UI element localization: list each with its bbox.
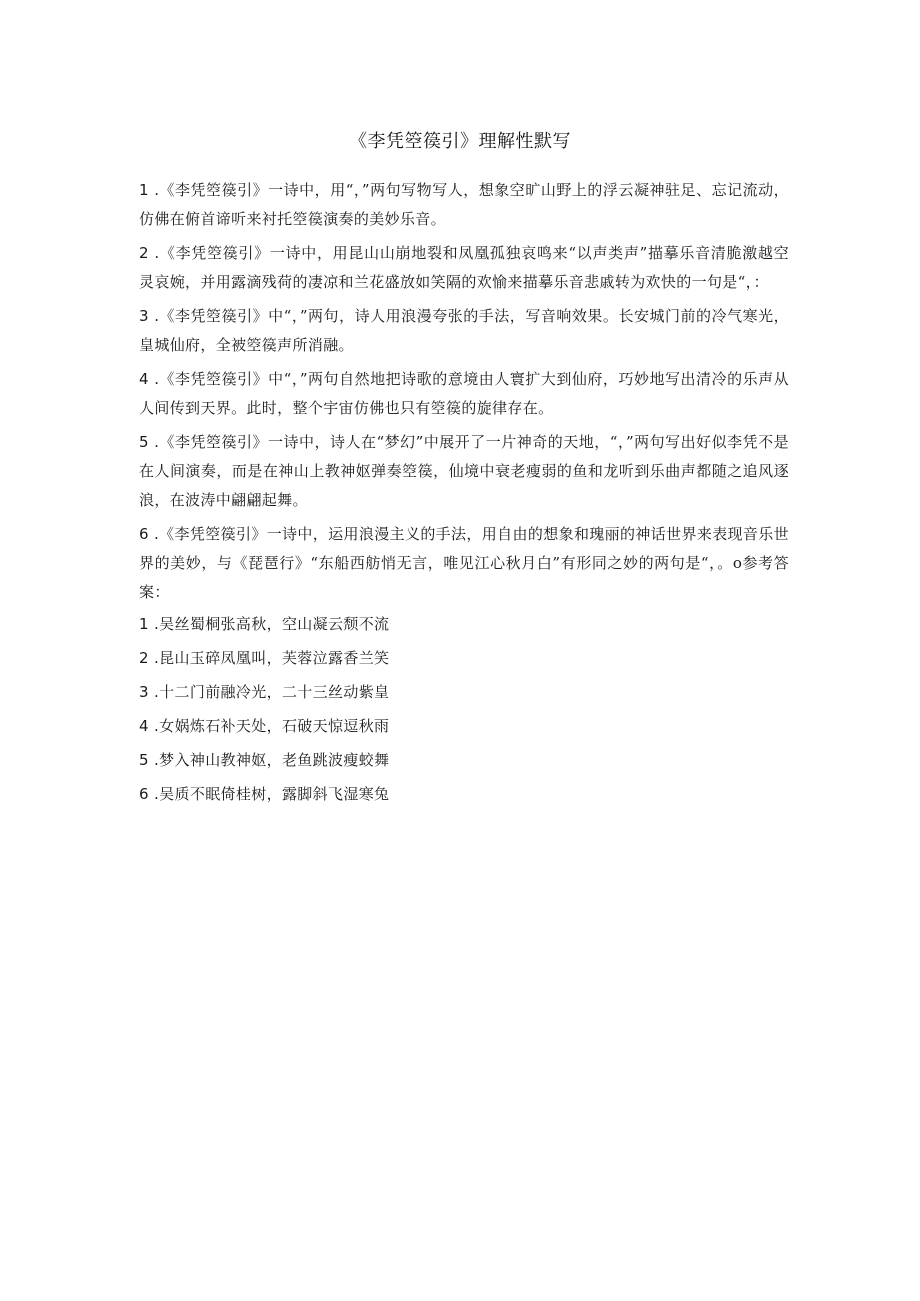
answer-item (139, 748, 789, 772)
question-text: .《李凭箜篌引》中“，”两句，诗人用浪漫夸张的手法，写音响效果。长安城门前的冷气寒光，皇城仙府，全被箜篌声所消融。 (139, 307, 789, 354)
answer-text: .梦入神山教神妪，老鱼跳波瘦蛟舞 (148, 751, 390, 769)
question-number: 1 (139, 181, 149, 199)
answer-item (139, 680, 789, 704)
answer-number: 6 (139, 785, 149, 803)
question-item (139, 428, 789, 515)
question-number: 6 (139, 525, 149, 543)
question-number: 4 (139, 370, 149, 388)
answer-text: .吴丝蜀桐张高秋，空山凝云颓不流 (148, 615, 390, 633)
question-item (139, 176, 789, 234)
question-number: 5 (139, 433, 149, 451)
question-item (139, 302, 789, 360)
question-text: .《李凭箜篌引》一诗中，用“，”两句写物写人，想象空旷山野上的浮云凝神驻足、忘记流动，仿佛在俯首谛听来衬托箜篌演奏的美妙乐音。 (139, 181, 789, 228)
question-item (139, 239, 789, 297)
answer-list (139, 612, 789, 806)
question-list (139, 176, 789, 607)
answer-number: 2 (139, 649, 149, 667)
answer-text: .吴质不眠倚桂树，露脚斜飞湿寒兔 (148, 785, 390, 803)
answer-number: 5 (139, 751, 149, 769)
document-title: 《李凭箜篌引》理解性默写 (349, 131, 571, 152)
answer-item (139, 782, 789, 806)
answer-number: 4 (139, 717, 149, 735)
question-text: .《李凭箜篌引》一诗中，运用浪漫主义的手法，用自由的想象和瑰丽的神话世界来表现音乐世界的美妙，与《琵琶行》“东船西舫悄无言，唯见江心秋月白”有形同之妙的两句是“，。o参考答案： (139, 525, 789, 601)
question-item (139, 365, 789, 423)
question-text: .《李凭箜篌引》中“，”两句自然地把诗歌的意境由人寰扩大到仙府，巧妙地写出清冷的乐声从人间传到天界。此时，整个宇宙仿佛也只有箜篌的旋律存在。 (139, 370, 789, 417)
question-item (139, 520, 789, 607)
question-number: 3 (139, 307, 149, 325)
question-number: 2 (139, 244, 149, 262)
answer-item (139, 714, 789, 738)
answer-item (139, 612, 789, 636)
question-text: .《李凭箜篌引》一诗中，用昆山山崩地裂和凤凰孤独哀鸣来“以声类声”描摹乐音清脆激越空灵哀婉，并用露滴残荷的凄凉和兰花盛放如笑隔的欢愉来描摹乐音悲戚转为欢快的一句是“，： (139, 244, 789, 291)
answer-item (139, 646, 789, 670)
answer-number: 1 (139, 615, 149, 633)
document-content (139, 176, 789, 816)
question-text: .《李凭箜篌引》一诗中，诗人在“梦幻”中展开了一片神奇的天地，“，”两句写出好似李凭不是在人间演奏，而是在神山上教神妪弹奏箜篌，仙境中衰老瘦弱的鱼和龙听到乐曲声都随之追风逐浪，在波涛中翩翩起舞。 (139, 433, 789, 509)
answer-text: .十二门前融冷光，二十三丝动紫皇 (148, 683, 390, 701)
answer-number: 3 (139, 683, 149, 701)
answer-text: .女娲炼石补天处，石破天惊逗秋雨 (148, 717, 390, 735)
answer-text: .昆山玉碎凤凰叫，芙蓉泣露香兰笑 (148, 649, 390, 667)
